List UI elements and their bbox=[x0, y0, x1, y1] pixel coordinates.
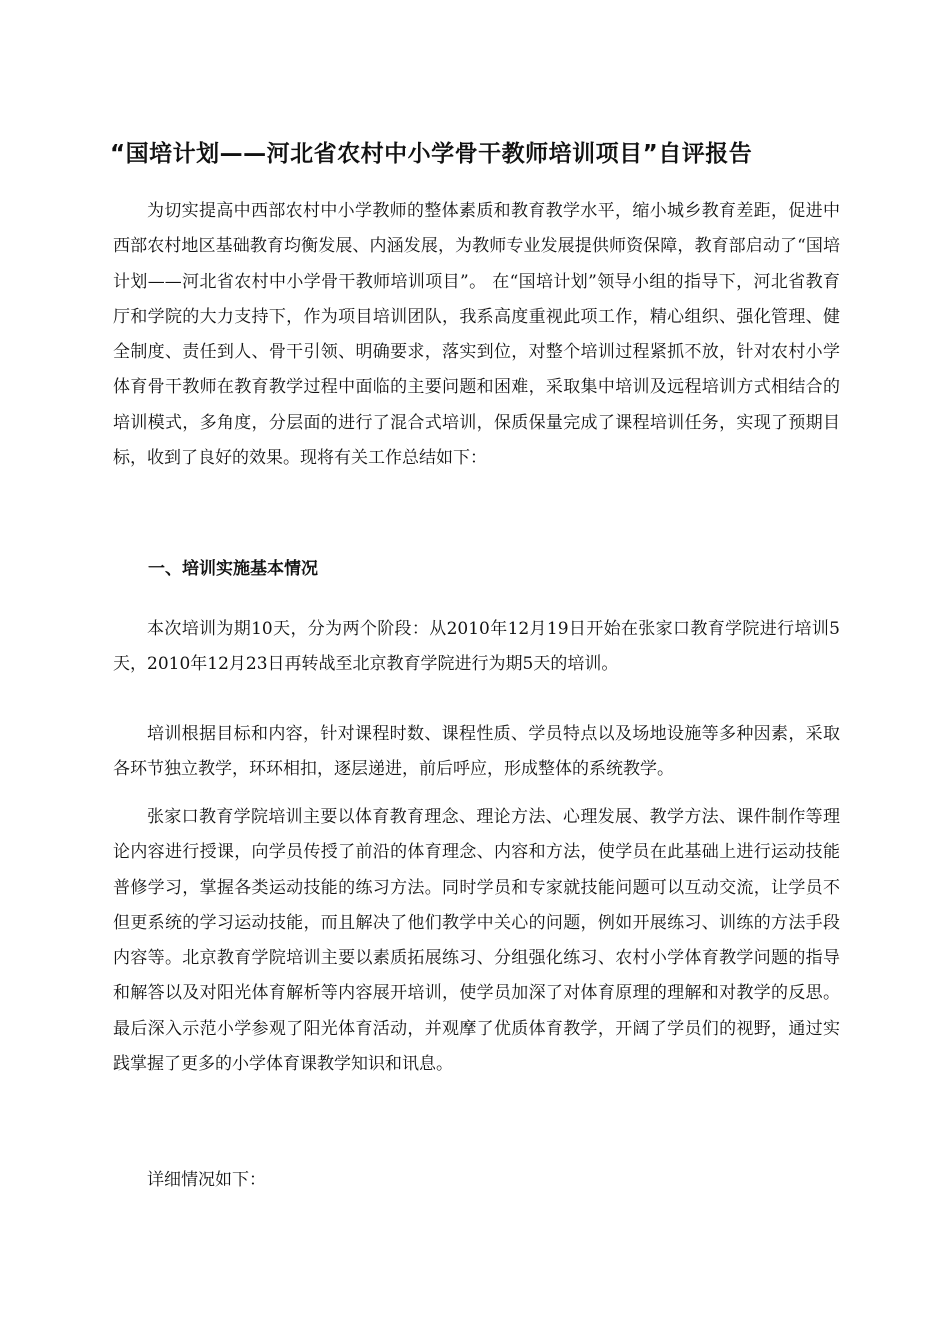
body-paragraph-content: 张家口教育学院培训主要以体育教育理念、理论方法、心理发展、教学方法、课件制作等理论内容进行授课，向学员传授了前沿的体育理念、内容和方法，使学员在此基础上进行运动技能普修学习，掌握各类运动技能的练习方法。同时学员和专家就技能问题可以互动交流，让学员不但更系统的学习运动技能，而且解决了他们教学中关心的问题，例如开展练习、训练的方法手段内容等。北京教育学院培训主要以素质拓展练习、分组强化练习、农村小学体育教学问题的指导和解答以及对阳光体育解析等内容展开培训，使学员加深了对体育原理的理解和对教学的反思。最后深入示范小学参观了阳光体育活动，并观摩了优质体育教学，开阔了学员们的视野，通过实践掌握了更多的小学体育课教学知识和讯息。 bbox=[113, 807, 840, 1075]
body-paragraph-method: 培训根据目标和内容，针对课程时数、课程性质、学员特点以及场地设施等多种因素，采取各环节独立教学，环环相扣，逐层递进，前后呼应，形成整体的系统教学。 bbox=[113, 724, 840, 780]
body-paragraph-schedule: 本次培训为期10天，分为两个阶段：从2010年12月19日开始在张家口教育学院进行培训5天，2010年12月23日再转战至北京教育学院进行为期5天的培训。 bbox=[113, 619, 840, 675]
document-title: “国培计划——河北省农村中小学骨干教师培训项目”自评报告 bbox=[110, 141, 753, 168]
body-paragraph-details: 详细情况如下： bbox=[147, 1170, 266, 1190]
intro-paragraph: 为切实提高中西部农村中小学教师的整体素质和教育教学水平，缩小城乡教育差距，促进中西部农村地区基础教育均衡发展、内涵发展，为教师专业发展提供师资保障，教育部启动了“国培计划——河北省农村中小学骨干教师培训项目”。 在“国培计划”领导小组的指导下，河北省教育厅和学院的大力支持下，作为项目培训团队，我系高度重视此项工作，精心组织、强化管理、健全制度、责任到人、骨干引领、明确要求，落实到位，对整个培训过程紧抓不放，针对农村小学体育骨干教师在教育教学过程中面临的主要问题和困难，采取集中培训及远程培训方式相结合的培训模式，多角度，分层面的进行了混合式培训，保质保量完成了课程培训任务，实现了预期目标，收到了良好的效果。现将有关工作总结如下： bbox=[113, 201, 840, 469]
section-heading: 一、培训实施基本情况 bbox=[148, 559, 318, 579]
